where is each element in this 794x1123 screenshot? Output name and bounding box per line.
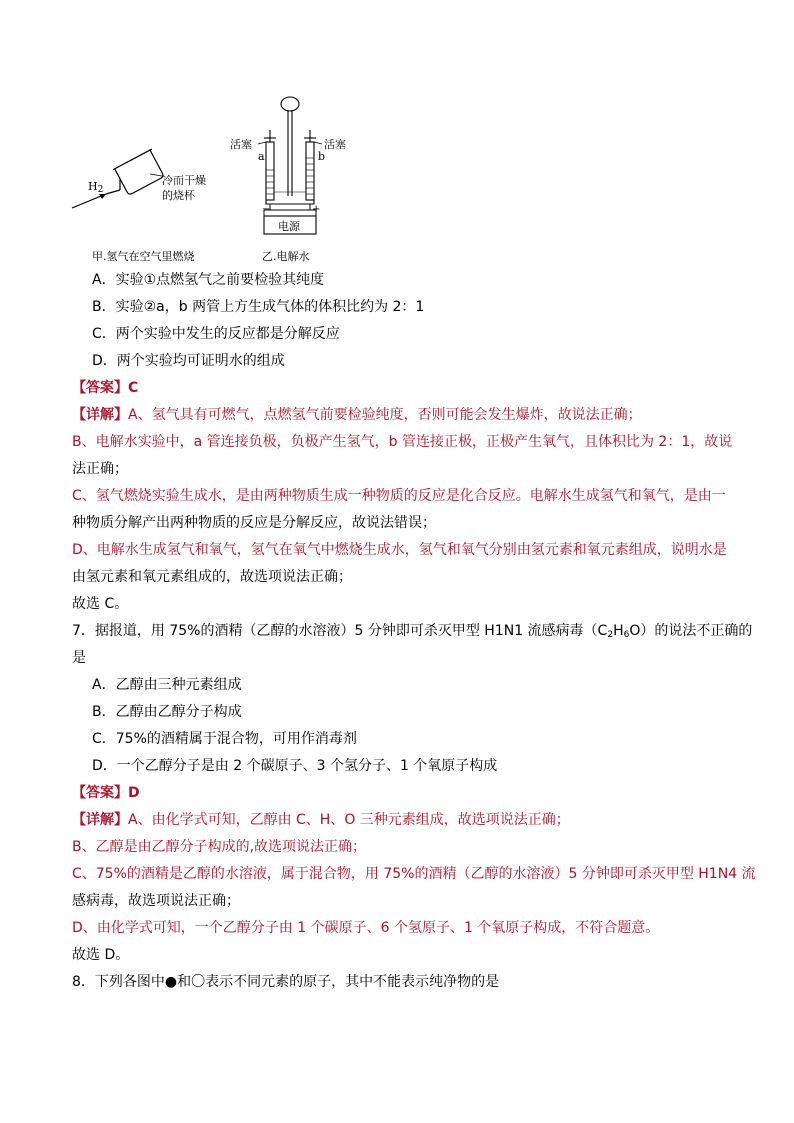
- figure1-caption: 甲.氢气在空气里燃烧: [92, 250, 195, 263]
- q6-detail-d-line2: 由氢元素和氧元素组成的，故选项说法正确；: [72, 569, 352, 585]
- q6-detail-b-line2: 法正确；: [72, 461, 128, 477]
- valve-label-left: 活塞: [230, 138, 252, 151]
- power-supply-label: 电源: [278, 220, 300, 233]
- q6-answer: 【答案】C: [72, 380, 139, 396]
- beaker-label-line1: 冷而干燥: [162, 174, 206, 187]
- q7-option-d: D．一个乙醇分子是由 2 个碳原子、3 个氢分子、1 个氧原子构成: [92, 758, 498, 774]
- q6-option-c: C．两个实验中发生的反应都是分解反应: [92, 326, 340, 342]
- q6-detail-c-line2: 种物质分解产出两种物质的反应是分解反应，故说法错误；: [72, 515, 436, 531]
- q7-stem-line2: 是: [72, 650, 86, 666]
- q6-detail-b-line1: B、电解水实验中，a 管连接负极，负极产生氢气，b 管连接正极，正极产生氧气，且体积比为 2：1，故说: [72, 434, 733, 450]
- q8-stem: 8．下列各图中●和〇表示不同元素的原子，其中不能表示纯净物的是: [72, 974, 500, 990]
- q7-answer: 【答案】D: [72, 785, 140, 801]
- q7-detail-d: D、由化学式可知，一个乙醇分子由 1 个碳原子、6 个氢原子、1 个氧原子构成，不符合题意。: [72, 920, 660, 936]
- tube-a-label: a: [258, 150, 265, 163]
- positive-terminal: +: [312, 204, 321, 215]
- figure-electrolysis: [228, 92, 358, 240]
- q6-detail-c-line1: C、氢气燃烧实验生成水，是由两种物质生成一种物质的反应是化合反应。电解水生成氢气和氧气，是由一: [72, 488, 726, 504]
- q6-option-a: A．实验①点燃氢气之前要检验其纯度: [92, 272, 325, 288]
- q7-detail-c-line2: 感病毒，故选项说法正确；: [72, 893, 240, 909]
- negative-terminal: −: [262, 204, 271, 215]
- beaker-label-line2: 的烧杯: [162, 189, 195, 202]
- figure2-caption: 乙.电解水: [262, 250, 310, 263]
- q7-detail-c-line1: C、75%的酒精是乙醇的水溶液，属于混合物，用 75%的酒精（乙醇的水溶液）5 分钟即可杀灭甲型 H1N4 流: [72, 866, 756, 882]
- figure-hydrogen-burning: [66, 140, 226, 220]
- q7-stem-line1: 7．据报道，用 75%的酒精（乙醇的水溶液）5 分钟即可杀灭甲型 H1N1 流感病毒$(C_2H_6O)$的说法不正确的: [72, 623, 753, 640]
- q7-option-c: C．75%的酒精属于混合物，可用作消毒剂: [92, 731, 357, 747]
- q7-conclusion: 故选 D。: [72, 947, 130, 963]
- q7-option-b: B．乙醇由乙醇分子构成: [92, 704, 242, 720]
- q7-detail-b: B、乙醇是由乙醇分子构成的,故选项说法正确；: [72, 839, 367, 855]
- q6-detail-d-line1: D、电解水生成氢气和氧气，氢气在氧气中燃烧生成水，氢气和氧气分别由氢元素和氧元素组成，说明水是: [72, 542, 727, 558]
- q7-option-a: A．乙醇由三种元素组成: [92, 677, 242, 693]
- tube-b-label: b: [318, 150, 326, 163]
- h2-label: $H_2$: [88, 180, 104, 195]
- q6-conclusion: 故选 C。: [72, 596, 129, 612]
- q7-detail-a: 【详解】A、由化学式可知，乙醇由 C、H、O 三种元素组成，故选项说法正确；: [72, 812, 570, 828]
- valve-label-right: 活塞: [324, 138, 346, 151]
- q6-option-d: D．两个实验均可证明水的组成: [92, 353, 285, 369]
- q6-option-b: B．实验②a，b 两管上方生成气体的体积比约为 2：1: [92, 299, 425, 315]
- q6-detail-a: 【详解】A、氢气具有可燃气，点燃氢气前要检验纯度，否则可能会发生爆炸，故说法正确；: [72, 407, 642, 423]
